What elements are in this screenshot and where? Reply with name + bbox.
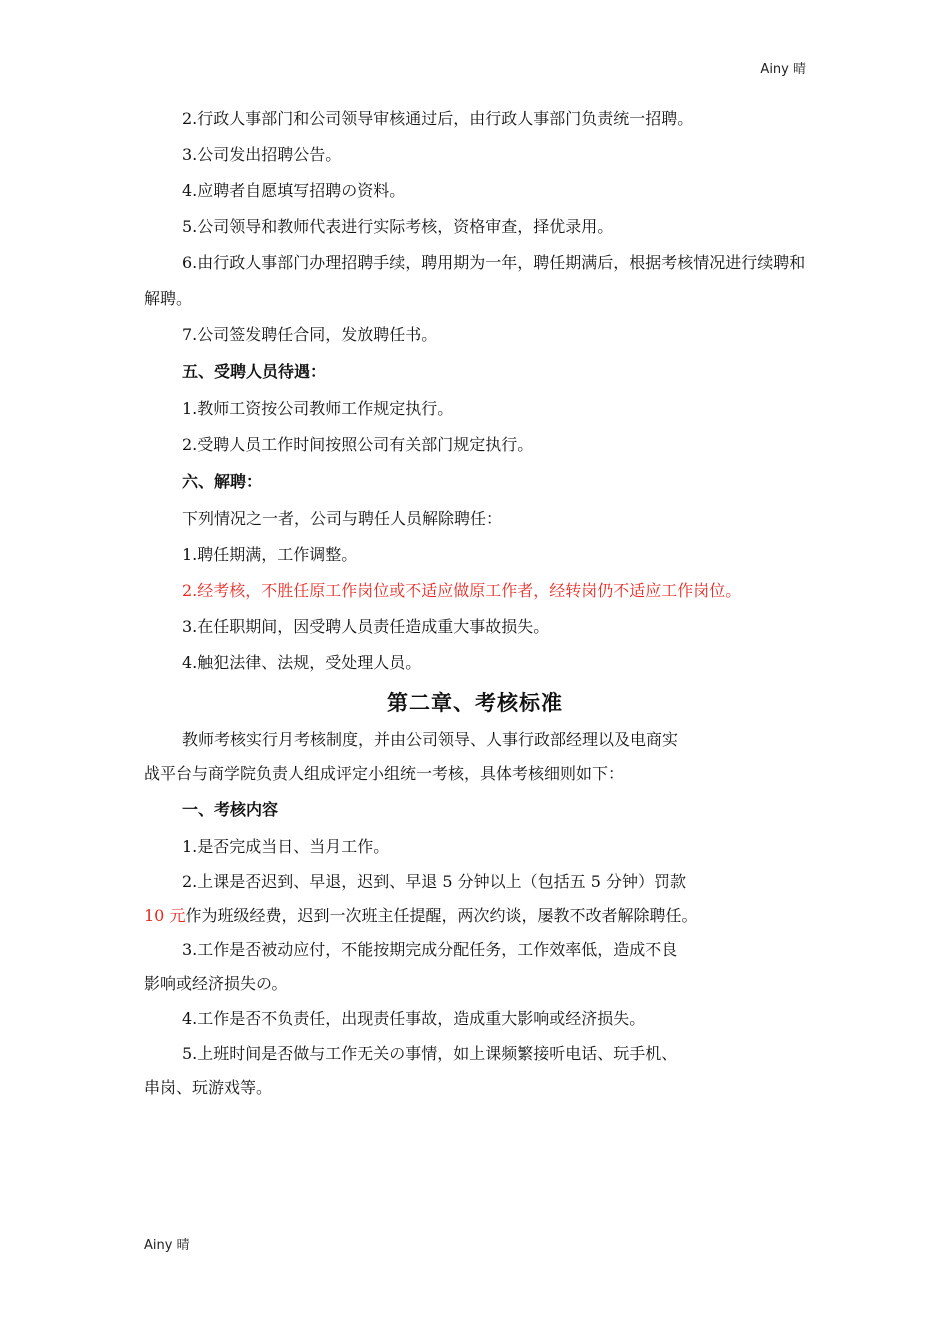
- procedure-item-2: 2.行政人事部门和公司领导审核通过后，由行政人事部门负责统一招聘。: [182, 109, 694, 128]
- section-6-title: 六、解聘：: [182, 472, 263, 491]
- procedure-item-4: 4.应聘者自愿填写招聘の资料。: [182, 181, 406, 200]
- section-5-title: 五、受聘人员待遇：: [182, 362, 327, 381]
- procedure-item-6: 6.由行政人事部门办理招聘手续，聘用期为一年，聘任期满后，根据考核情况进行续聘和解聘。: [144, 253, 806, 308]
- section-5-item-1: 1.教师工资按公司教师工作规定执行。: [182, 399, 454, 418]
- assessment-item-5-line-2: 串岗、玩游戏等。: [144, 1078, 273, 1097]
- document-body: [144, 101, 806, 1105]
- section-6-item-3: 3.在任职期间，因受聘人员责任造成重大事故损失。: [182, 617, 550, 636]
- section-6-intro: 下列情况之一者，公司与聘任人员解除聘任：: [182, 509, 503, 528]
- chapter-2-title: 第二章、考核标准: [387, 690, 563, 715]
- section-6-item-4: 4.触犯法律、法规，受处理人员。: [182, 653, 422, 672]
- assessment-item-3-line-1: 3.工作是否被动应付，不能按期完成分配任务，工作效率低，造成不良: [182, 940, 678, 959]
- page-header: Ainy 晴: [760, 62, 806, 77]
- section-6-item-2-highlighted: 2.经考核，不胜任原工作岗位或不适应做原工作者，经转岗仍不适应工作岗位。: [182, 581, 742, 600]
- assessment-content-title: 一、考核内容: [182, 800, 279, 819]
- procedure-item-7: 7.公司签发聘任合同，发放聘任书。: [182, 325, 438, 344]
- assessment-item-5-line-1: 5.上班时间是否做与工作无关の事情，如上课频繁接听电话、玩手机、: [182, 1044, 678, 1063]
- assessment-item-2-line-1: 2.上课是否迟到、早退，迟到、早退 5 分钟以上（包括五 5 分钟）罚款: [182, 872, 686, 891]
- procedure-item-5: 5.公司领导和教师代表进行实际考核，资格审查，择优录用。: [182, 217, 614, 236]
- section-6-item-1: 1.聘任期满，工作调整。: [182, 545, 358, 564]
- assessment-item-3-line-2: 影响或经济损失の。: [144, 974, 288, 993]
- assessment-item-2-line-2: [144, 899, 806, 933]
- chapter-2-intro-line-2: 战平台与商学院负责人组成评定小组统一考核，具体考核细则如下：: [144, 764, 625, 783]
- assessment-item-2: [144, 865, 806, 933]
- assessment-item-1: 1.是否完成当日、当月工作。: [182, 837, 390, 856]
- chapter-2-intro: [144, 723, 806, 791]
- assessment-item-3: [144, 933, 806, 1001]
- assessment-item-2-rest: 作为班级经费，迟到一次班主任提醒，两次约谈，屡教不改者解除聘任。: [185, 906, 698, 925]
- page-footer: Ainy 晴: [144, 1238, 190, 1253]
- assessment-item-4: 4.工作是否不负责任，出现责任事故，造成重大影响或经济损失。: [182, 1009, 646, 1028]
- procedure-item-3: 3.公司发出招聘公告。: [182, 145, 342, 164]
- assessment-item-5: [144, 1037, 806, 1105]
- chapter-2-intro-line-1: 教师考核实行月考核制度，并由公司领导、人事行政部经理以及电商实: [182, 730, 679, 749]
- section-5-item-2: 2.受聘人员工作时间按照公司有关部门规定执行。: [182, 435, 534, 454]
- fine-amount-highlight: 10 元: [144, 906, 186, 925]
